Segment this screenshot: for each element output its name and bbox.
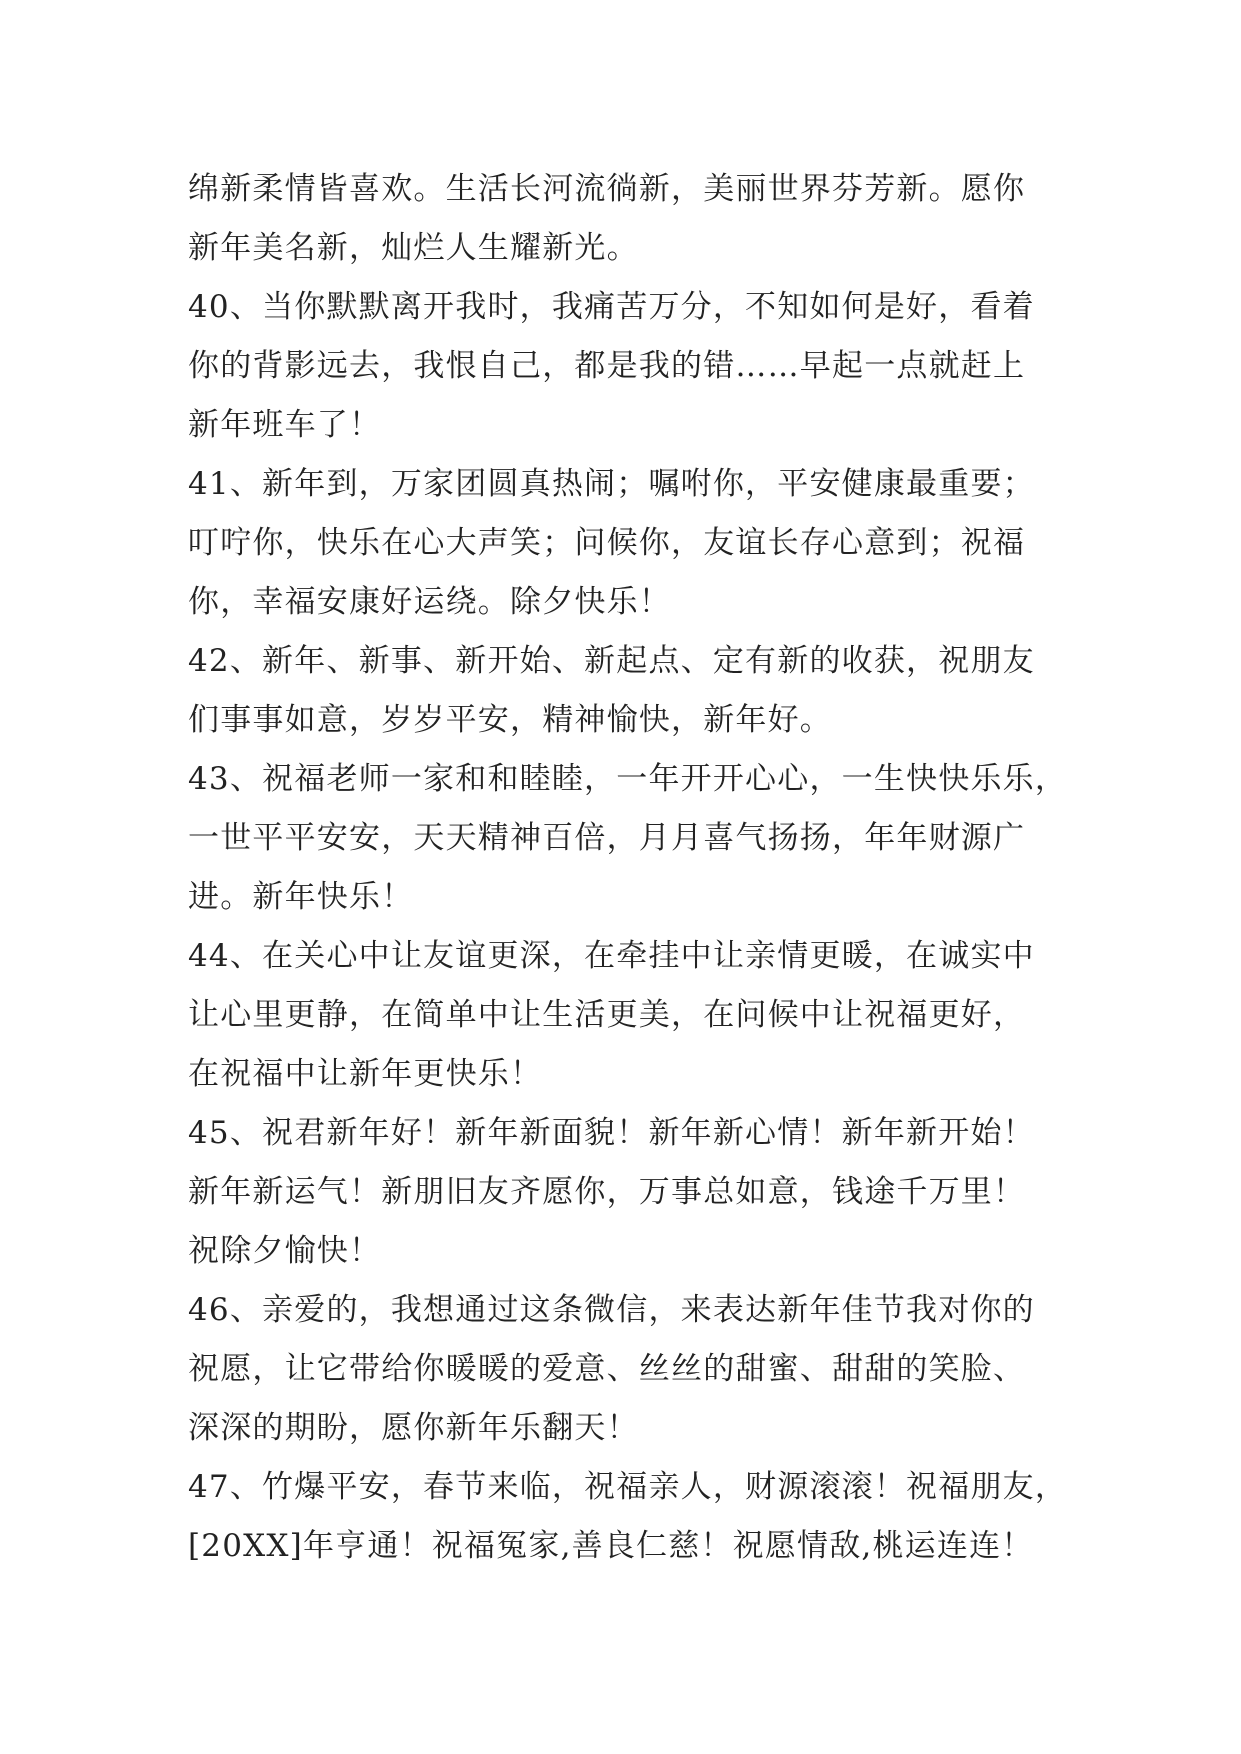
text-line: 进。新年快乐！ (188, 879, 414, 915)
text-line: 新年美名新，灿烂人生耀新光。 (188, 230, 639, 266)
text-line: 让心里更静，在简单中让生活更美，在问候中让祝福更好， (188, 997, 1026, 1033)
text-line: 45、祝君新年好！新年新面貌！新年新心情！新年新开始！ (188, 1115, 1035, 1151)
text-line: 祝愿，让它带给你暖暖的爱意、丝丝的甜蜜、甜甜的笑脸、 (188, 1351, 1026, 1387)
text-line: 一世平平安安，天天精神百倍，月月喜气扬扬，年年财源广 (188, 820, 1026, 856)
text-line: [20XX]年亨通！祝福冤家,善良仁慈！祝愿情敌,桃运连连！ (188, 1528, 1034, 1564)
paragraph-41 (188, 455, 1068, 632)
text-line: 祝除夕愉快！ (188, 1233, 382, 1269)
text-line: 46、亲爱的，我想通过这条微信，来表达新年佳节我对你的 (188, 1292, 1035, 1328)
text-line: 们事事如意，岁岁平安，精神愉快，新年好。 (188, 702, 832, 738)
paragraph-continuation (188, 160, 1068, 278)
text-line: 深深的期盼，愿你新年乐翻天！ (188, 1410, 639, 1446)
text-line: 在祝福中让新年更快乐！ (188, 1056, 543, 1092)
text-line: 新年新运气！新朋旧友齐愿你，万事总如意，钱途千万里！ (188, 1174, 1026, 1210)
text-line: 你，幸福安康好运绕。除夕快乐！ (188, 584, 671, 620)
paragraph-47 (188, 1458, 1068, 1576)
text-line: 叮咛你，快乐在心大声笑；问候你，友谊长存心意到；祝福 (188, 525, 1026, 561)
paragraph-43 (188, 750, 1068, 927)
text-line: 40、当你默默离开我时，我痛苦万分，不知如何是好，看着 (188, 289, 1035, 325)
paragraph-40 (188, 278, 1068, 455)
paragraph-42 (188, 632, 1068, 750)
text-line: 47、竹爆平安，春节来临，祝福亲人，财源滚滚！祝福朋友， (188, 1469, 1068, 1505)
text-line: 41、新年到，万家团圆真热闹；嘱咐你，平安健康最重要； (188, 466, 1035, 502)
paragraph-45 (188, 1104, 1068, 1281)
paragraph-46 (188, 1281, 1068, 1458)
text-line: 44、在关心中让友谊更深，在牵挂中让亲情更暖，在诚实中 (188, 938, 1035, 974)
document-page (188, 160, 1068, 1576)
text-line: 43、祝福老师一家和和睦睦，一年开开心心，一生快快乐乐， (188, 761, 1068, 797)
text-line: 你的背影远去，我恨自己，都是我的错……早起一点就赶上 (188, 348, 1026, 384)
text-line: 绵新柔情皆喜欢。生活长河流徜新，美丽世界芬芳新。愿你 (188, 171, 1026, 207)
text-line: 新年班车了！ (188, 407, 382, 443)
paragraph-44 (188, 927, 1068, 1104)
text-line: 42、新年、新事、新开始、新起点、定有新的收获，祝朋友 (188, 643, 1035, 679)
